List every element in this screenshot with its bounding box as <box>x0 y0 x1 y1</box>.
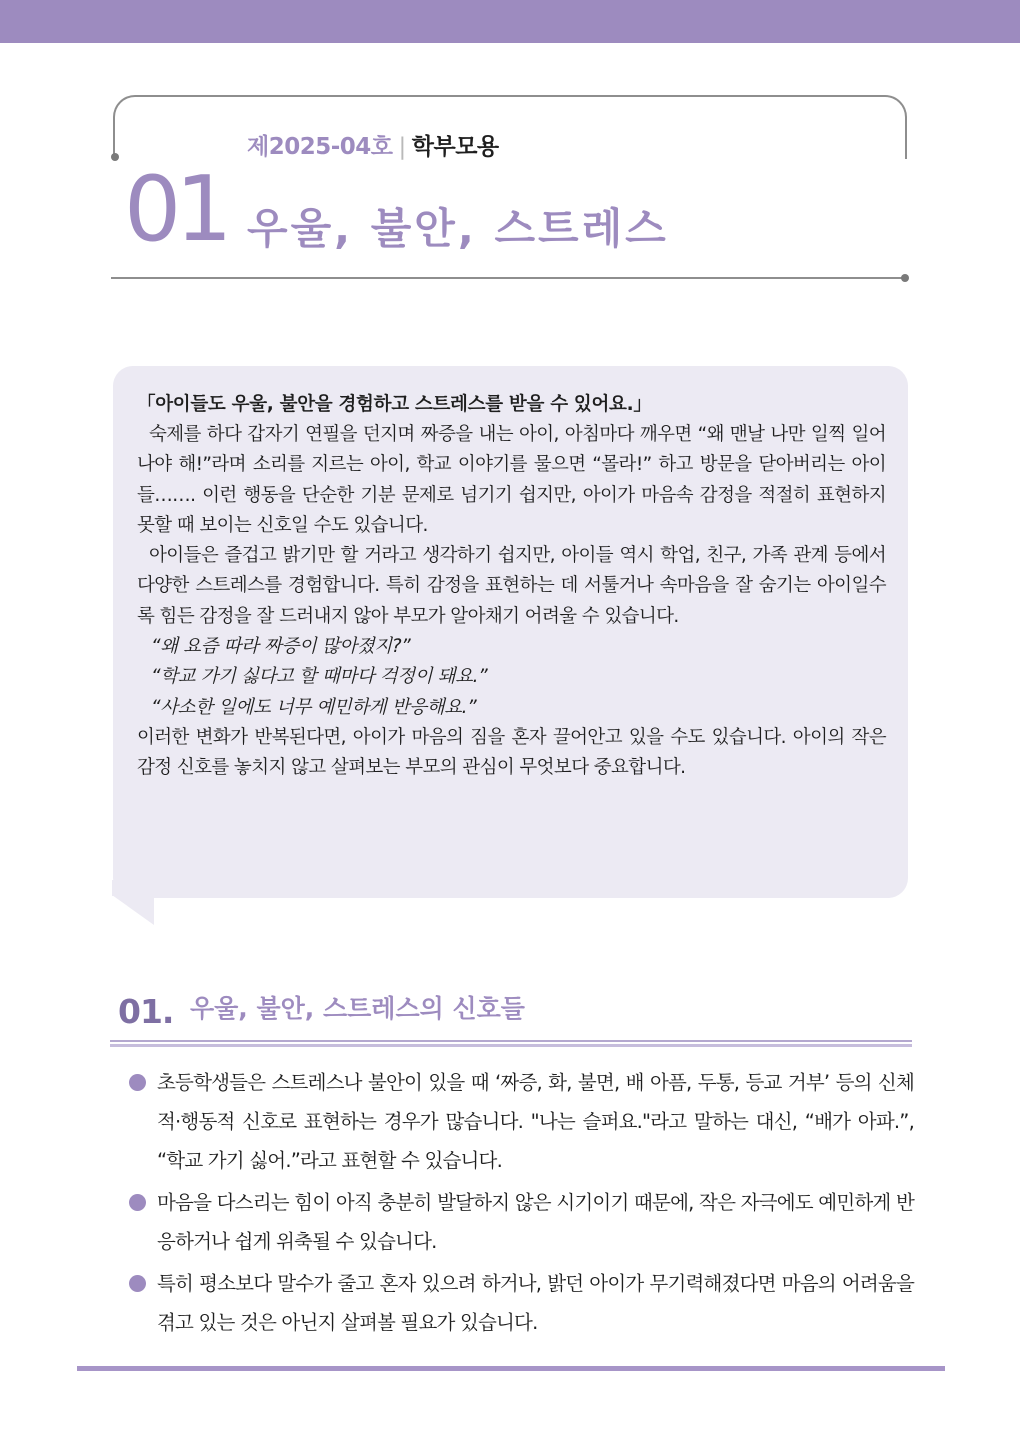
top-color-band <box>0 0 1020 43</box>
list-item <box>127 1063 914 1180</box>
bullet-text: 초등학생들은 스트레스나 불안이 있을 때 ‘짜증, 화, 불면, 배 아픔, 두통, 등교 거부’ 등의 신체적·행동적 신호로 표현하는 경우가 많습니다. "나는 슬퍼요."라고 말하는 대신, “배가 아파.”, “학교 가기 싫어.”라고 표현할 수 있습니다. <box>157 1071 914 1172</box>
chapter-title: 우울, 불안, 스트레스 <box>247 204 669 253</box>
bullet-text: 마음을 다스리는 힘이 아직 충분히 발달하지 않은 시기이기 때문에, 작은 자극에도 예민하게 반응하거나 쉽게 위축될 수 있습니다. <box>157 1191 914 1253</box>
signal-bullet-list <box>127 1063 914 1345</box>
intro-title: 「아이들도 우울, 불안을 경험하고 스트레스를 받을 수 있어요.」 <box>137 394 652 415</box>
section-rule <box>110 1040 912 1042</box>
intro-speech-bubble <box>113 366 908 898</box>
issue-number: 제2025-04호 <box>247 134 393 160</box>
header-frame <box>113 95 907 159</box>
footer-rule <box>77 1366 945 1371</box>
issue-line <box>247 128 499 161</box>
parent-quote-3: “사소한 일에도 너무 예민하게 반응해요.” <box>151 696 477 718</box>
section-rule-secondary <box>110 1044 912 1047</box>
intro-paragraph-2: 아이들은 즐겁고 밝기만 할 거라고 생각하기 쉽지만, 아이들 역시 학업, 친구, 가족 관계 등에서 다양한 스트레스를 경험합니다. 특히 감정을 표현하는 데 서툴거나 속마음을 잘 숨기는 아이일수록 힘든 감정을 잘 드러내지 않아 부모가 알아채기 어려울 수 있습니다. <box>137 545 886 627</box>
intro-paragraph-3: 이러한 변화가 반복된다면, 아이가 마음의 짐을 혼자 끌어안고 있을 수도 있습니다. 아이의 작은 감정 신호를 놓치지 않고 살펴보는 부모의 관심이 무엇보다 중요합니다. <box>137 726 886 779</box>
chapter-number: 01 <box>124 157 227 262</box>
list-item <box>127 1264 914 1342</box>
intro-paragraph-1: 숙제를 하다 갑자기 연필을 던지며 짜증을 내는 아이, 아침마다 깨우면 “왜 맨날 나만 일찍 일어나야 해!”라며 소리를 지르는 아이, 학교 이야기를 물으면 “몰라!” 하고 방문을 닫아버리는 아이들……. 이런 행동을 단순한 기분 문제로 넘기기 쉽지만, 아이가 마음속 감정을 적절히 표현하지 못할 때 보이는 신호일 수도 있습니다. <box>137 424 886 536</box>
bullet-dot-icon <box>129 1275 146 1292</box>
frame-dot-right <box>901 274 909 282</box>
list-item <box>127 1183 914 1261</box>
bullet-text: 특히 평소보다 말수가 줄고 혼자 있으려 하거나, 밝던 아이가 무기력해졌다면 마음의 어려움을 겪고 있는 것은 아닌지 살펴볼 필요가 있습니다. <box>157 1272 914 1334</box>
section-number: 01. <box>118 992 174 1031</box>
speech-bubble-tail <box>112 895 154 925</box>
header-underline <box>111 277 903 279</box>
section-title: 우울, 불안, 스트레스의 신호들 <box>190 994 525 1023</box>
parent-quote-1: “왜 요즘 따라 짜증이 많아졌지?” <box>151 636 411 658</box>
bullet-dot-icon <box>129 1194 146 1211</box>
audience-label: 학부모용 <box>411 134 499 160</box>
parent-quote-2: “학교 가기 싫다고 할 때마다 걱정이 돼요.” <box>151 666 488 688</box>
issue-separator: | <box>398 134 406 160</box>
bullet-dot-icon <box>129 1074 146 1091</box>
frame-dot-left <box>111 153 119 161</box>
